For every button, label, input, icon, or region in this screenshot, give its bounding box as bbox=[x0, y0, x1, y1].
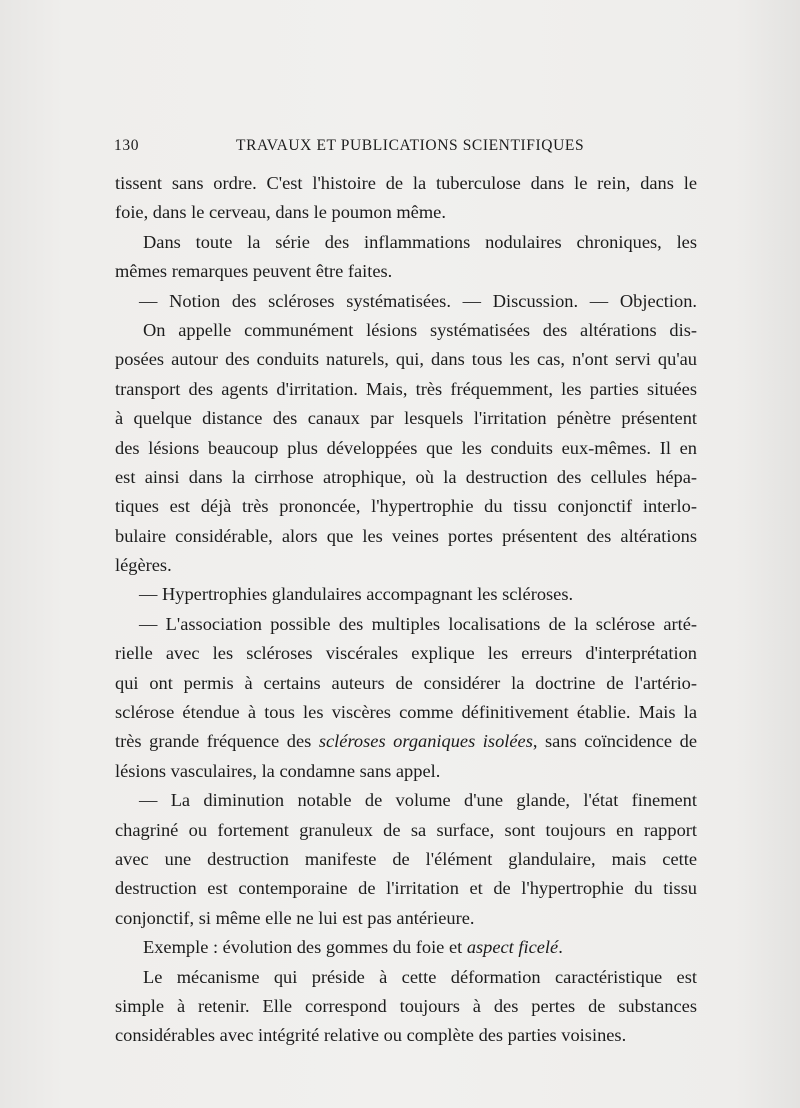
text-line: à quelque distance des canaux par lesquels l'irritation pénètre présentent bbox=[115, 408, 697, 429]
text-line: simple à retenir. Elle correspond toujours à des pertes de substances bbox=[115, 995, 697, 1016]
text-line: lésions vasculaires, la condamne sans appel. bbox=[115, 760, 441, 781]
text-line: avec une destruction manifeste de l'élément glandulaire, mais cette bbox=[115, 848, 697, 869]
text-line: est ainsi dans la cirrhose atrophique, où la destruction des cellules hépa- bbox=[115, 466, 697, 487]
section-heading: — Hypertrophies glandulaires accompagnant les scléroses. bbox=[139, 584, 574, 605]
running-title: TRAVAUX ET PUBLICATIONS SCIENTIFIQUES bbox=[236, 137, 585, 154]
text-line: Dans toute la série des inflammations nodulaires chroniques, les bbox=[143, 231, 697, 252]
text-line-with-italic bbox=[115, 933, 697, 962]
text-line: mêmes remarques peuvent être faites. bbox=[115, 261, 393, 282]
page-number: 130 bbox=[114, 137, 140, 154]
text-line: On appelle communément lésions systématisées des altérations dis- bbox=[143, 319, 697, 340]
text-line: chagriné ou fortement granuleux de sa surface, sont toujours en rapport bbox=[115, 819, 697, 840]
page-header bbox=[114, 137, 698, 163]
text-line: rielle avec les scléroses viscérales explique les erreurs d'interprétation bbox=[115, 643, 697, 664]
text-segment: très grande fréquence des bbox=[115, 731, 319, 752]
italic-phrase: aspect ficelé bbox=[466, 937, 559, 958]
text-line: des lésions beaucoup plus développées que les conduits eux-mêmes. Il en bbox=[115, 437, 697, 458]
text-line-with-italic bbox=[115, 727, 697, 756]
text-line: tissent sans ordre. C'est l'histoire de la tuberculose dans le rein, dans le bbox=[115, 173, 697, 193]
text-segment: . bbox=[558, 937, 563, 958]
text-line: légères. bbox=[115, 555, 172, 576]
section-heading: — Notion des scléroses systématisées. — Discussion. — Objection. bbox=[139, 290, 697, 311]
text-line: posées autour des conduits naturels, qui, dans tous les cas, n'ont servi qu'au bbox=[115, 349, 697, 370]
text-line: qui ont permis à certains auteurs de considérer la doctrine de l'artério- bbox=[115, 672, 697, 693]
text-segment: Exemple : évolution des gommes du foie et bbox=[143, 937, 467, 958]
body-text bbox=[115, 169, 697, 1051]
text-line: transport des agents d'irritation. Mais, très fréquemment, les parties situées bbox=[115, 378, 697, 399]
text-line: foie, dans le cerveau, dans le poumon même. bbox=[115, 202, 446, 223]
text-segment: , sans coïncidence de bbox=[532, 731, 697, 752]
italic-phrase: scléroses organiques isolées bbox=[318, 731, 533, 752]
text-line: destruction est contemporaine de l'irritation et de l'hypertrophie du tissu bbox=[115, 878, 697, 899]
text-line: tiques est déjà très prononcée, l'hypertrophie du tissu conjonctif interlo- bbox=[115, 496, 697, 517]
text-line: — La diminution notable de volume d'une glande, l'état finement bbox=[139, 790, 697, 811]
text-line: — L'association possible des multiples localisations de la sclérose arté- bbox=[139, 613, 697, 634]
text-line: sclérose étendue à tous les viscères comme définitivement établie. Mais la bbox=[115, 702, 697, 723]
text-line: considérables avec intégrité relative ou complète des parties voisines. bbox=[115, 1025, 627, 1046]
text-line: Le mécanisme qui préside à cette déformation caractéristique est bbox=[143, 966, 697, 987]
text-line: conjonctif, si même elle ne lui est pas antérieure. bbox=[115, 907, 475, 928]
text-line: bulaire considérable, alors que les veines portes présentent des altérations bbox=[115, 525, 697, 546]
